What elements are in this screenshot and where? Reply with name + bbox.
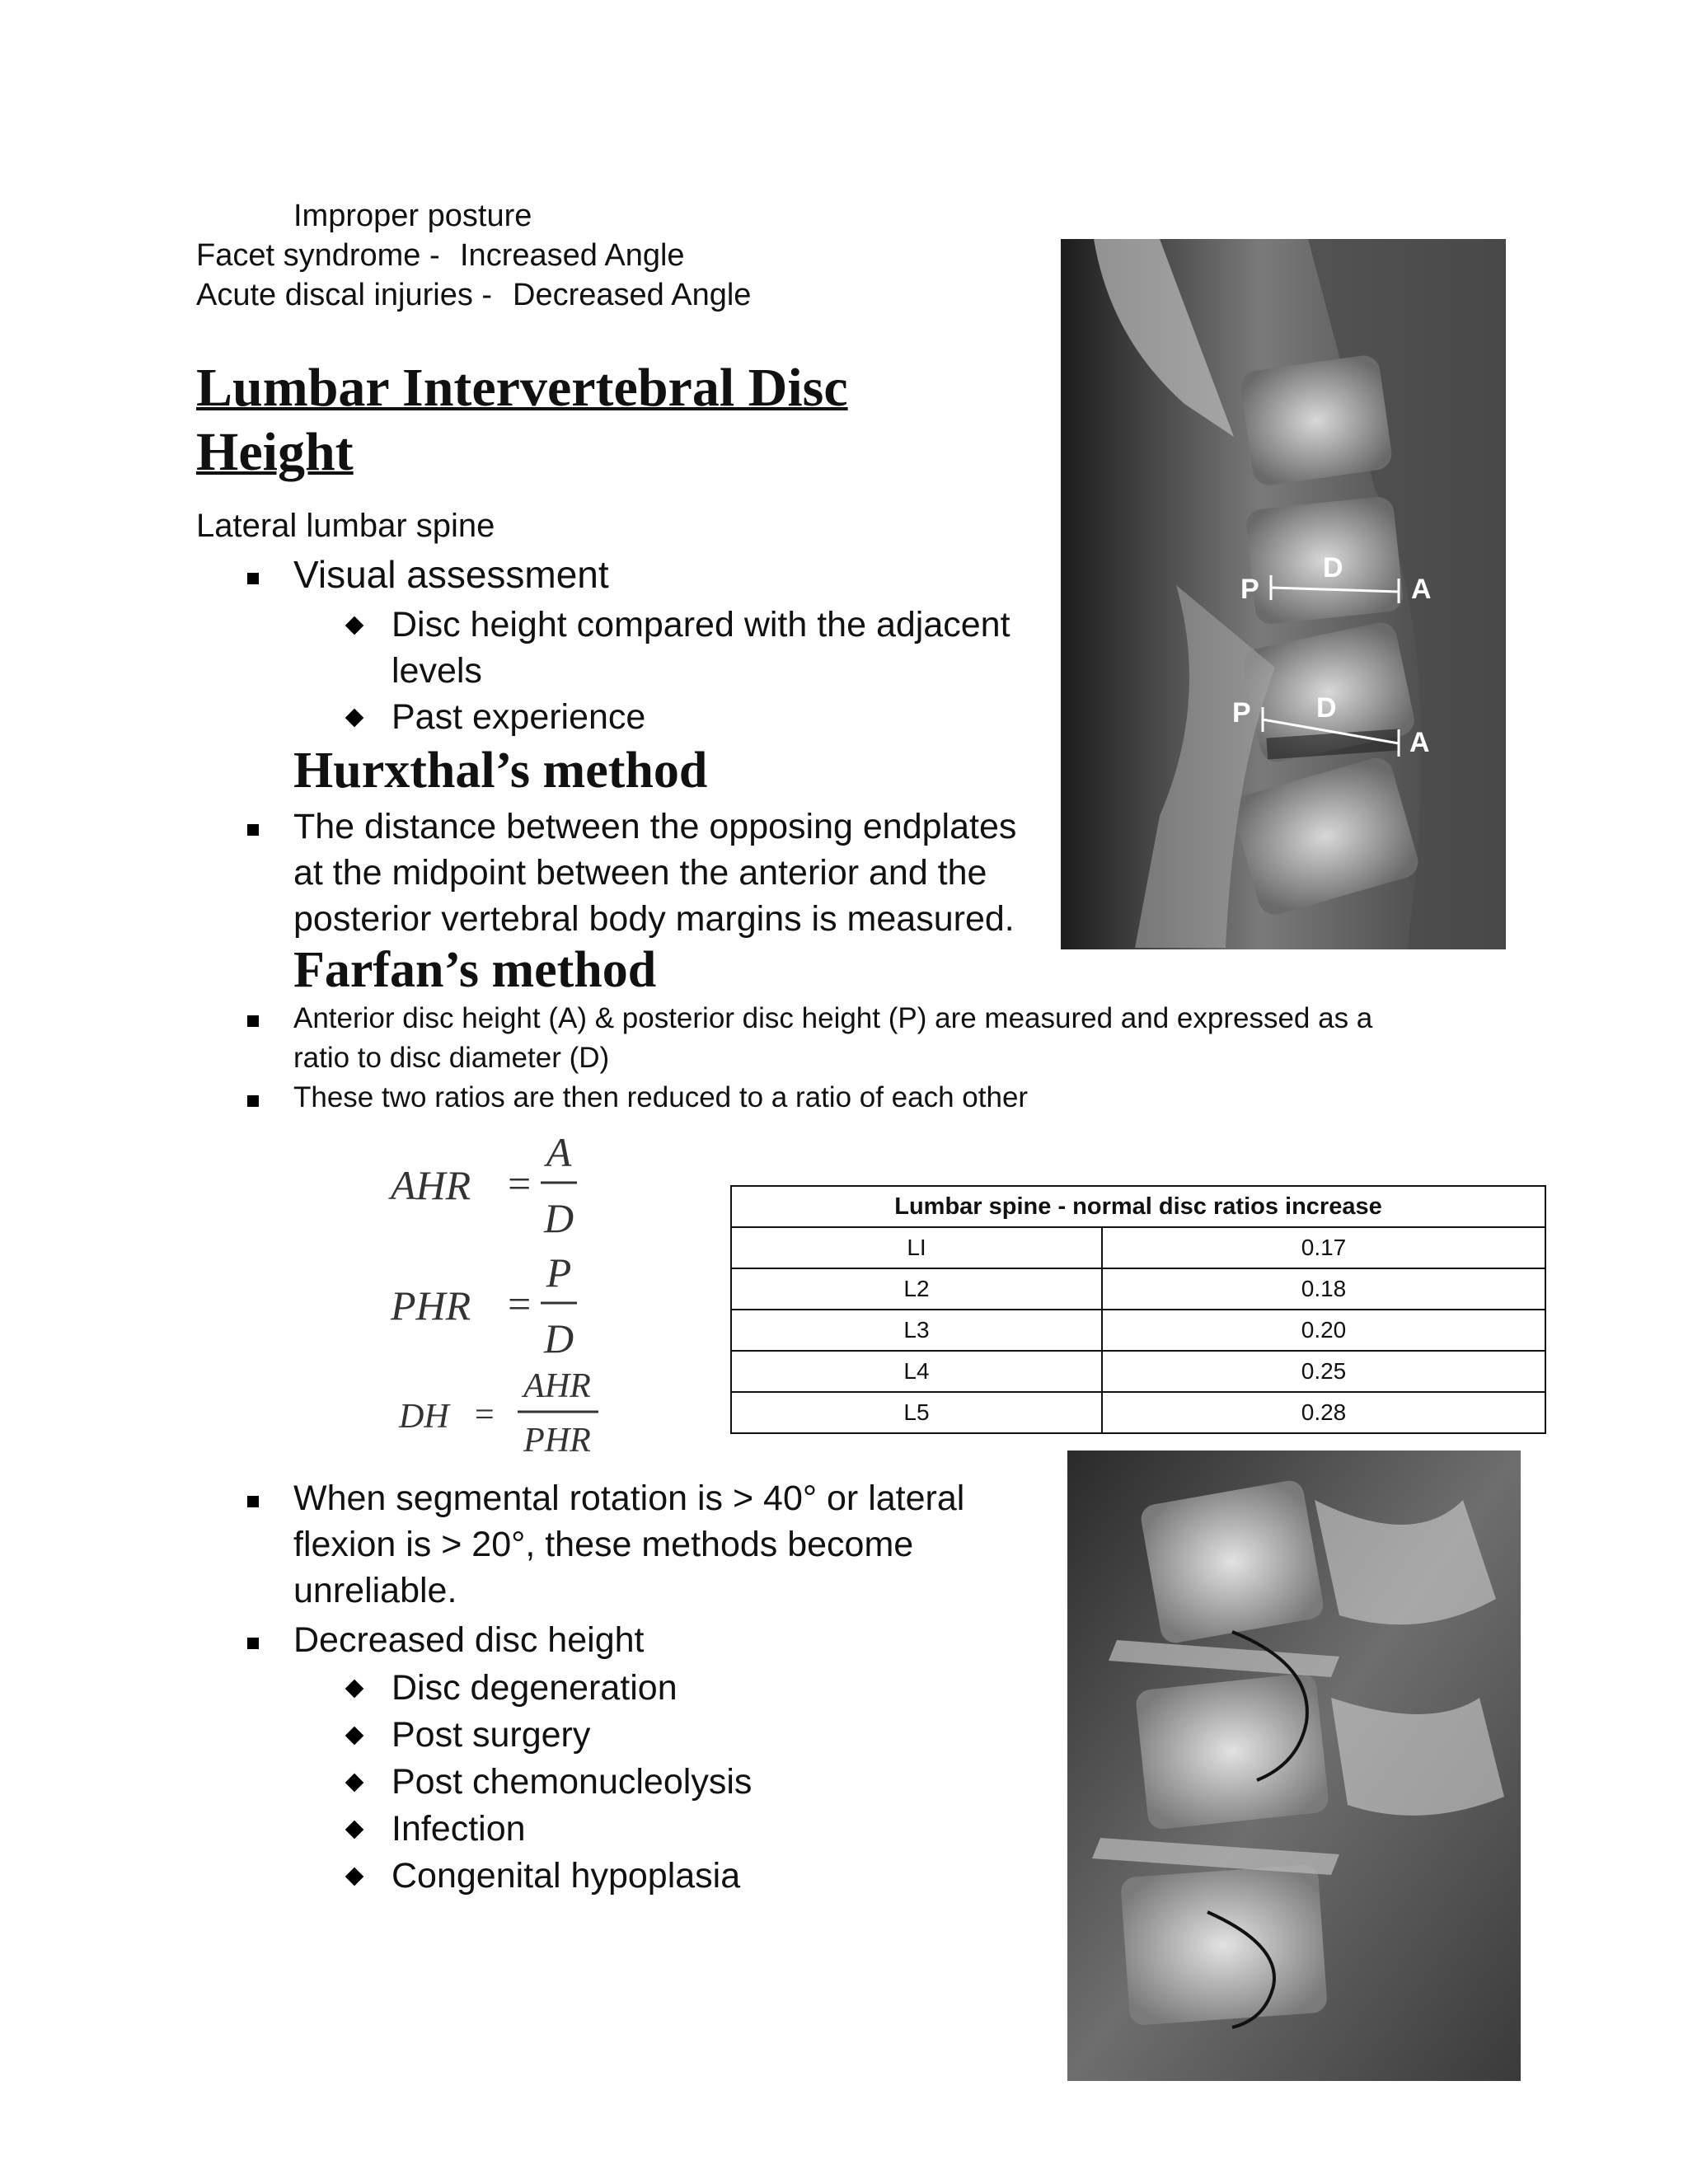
hurxthal-line-3: posterior vertebral body margins is measured. xyxy=(293,899,1015,939)
table-row xyxy=(731,1351,1545,1392)
table-cell-level: L2 xyxy=(731,1268,1102,1310)
lateral-lumbar-label: Lateral lumbar spine xyxy=(196,508,495,544)
xray1-label-p: P xyxy=(1240,574,1259,605)
lateral-xray-image xyxy=(1061,239,1506,949)
hurxthal-title: Hurxthal’s method xyxy=(293,743,708,799)
intro-line-2-label: Facet syndrome - xyxy=(196,238,440,273)
eq-ahr: AHR xyxy=(391,1162,471,1208)
bullet-diamond-icon xyxy=(345,1821,364,1840)
disc-ratio-table-wrap xyxy=(730,1185,1546,1434)
ratio-equations xyxy=(386,1125,600,1455)
eq-dh: DH xyxy=(399,1398,449,1436)
xray1-label-p2: P xyxy=(1232,697,1251,729)
decreased-item: Post surgery xyxy=(392,1715,591,1755)
bullet-diamond-icon xyxy=(345,1868,364,1886)
disc-ratio-table xyxy=(730,1185,1546,1434)
table-row xyxy=(731,1392,1545,1433)
intro-line-1: Improper posture xyxy=(293,199,532,233)
table-cell-ratio: 0.18 xyxy=(1102,1268,1545,1310)
farfan-title: Farfan’s method xyxy=(293,942,657,998)
farfan-bullet-2: These two ratios are then reduced to a ratio of each other xyxy=(293,1081,1029,1113)
table-cell-ratio: 0.20 xyxy=(1102,1310,1545,1351)
bullet-square-icon xyxy=(247,1638,259,1649)
eq-equals-2: = xyxy=(508,1281,532,1327)
farfan-bullet-1-line-2: ratio to disc diameter (D) xyxy=(293,1042,610,1074)
decreased-item: Disc degeneration xyxy=(392,1668,678,1708)
intro-line-3-value: Decreased Angle xyxy=(513,278,752,312)
bullet-diamond-icon xyxy=(345,709,364,728)
bullet-square-icon xyxy=(247,573,259,584)
bullet-square-icon xyxy=(247,1496,259,1507)
eq-equals-1: = xyxy=(508,1160,532,1207)
hurxthal-line-2: at the midpoint between the anterior and the xyxy=(293,853,987,893)
lateral-xray-drawing xyxy=(1061,239,1506,949)
decreased-item: Congenital hypoplasia xyxy=(392,1856,741,1896)
table-cell-ratio: 0.25 xyxy=(1102,1351,1545,1392)
xray1-label-d2: D xyxy=(1316,692,1337,724)
decreased-item: Infection xyxy=(392,1809,526,1849)
eq-numerator-p: P xyxy=(546,1249,572,1296)
xray1-label-a: A xyxy=(1411,574,1432,605)
visual-sub-1-line-1: Disc height compared with the adjacent xyxy=(392,605,1010,644)
eq-numerator-ahr: AHR xyxy=(523,1367,591,1405)
farfan-bullet-1-line-1: Anterior disc height (A) & posterior disc height (P) are measured and expressed as a xyxy=(293,1002,1373,1034)
intro-line-2-value: Increased Angle xyxy=(460,238,685,273)
decreased-item: Post chemonucleolysis xyxy=(392,1762,753,1802)
page-title-line-1: Lumbar Intervertebral Disc xyxy=(196,358,848,418)
visual-sub-2: Past experience xyxy=(392,697,646,737)
eq-numerator-a: A xyxy=(546,1129,572,1175)
table-cell-level: L5 xyxy=(731,1392,1102,1433)
equation-drawing xyxy=(386,1125,600,1455)
intro-line-3-label: Acute discal injuries - xyxy=(196,278,493,312)
eq-denominator-d2: D xyxy=(543,1315,574,1361)
bullet-square-icon xyxy=(247,1095,259,1107)
bullet-diamond-icon xyxy=(345,1727,364,1746)
bullet-square-icon xyxy=(247,824,259,836)
bullet-diamond-icon xyxy=(345,1774,364,1793)
xray1-label-d: D xyxy=(1323,552,1343,583)
eq-denominator-d1: D xyxy=(543,1195,574,1241)
rotation-line-3: unreliable. xyxy=(293,1571,457,1610)
table-header: Lumbar spine - normal disc ratios increase xyxy=(731,1186,1545,1227)
bullet-diamond-icon xyxy=(345,1680,364,1699)
table-cell-level: L3 xyxy=(731,1310,1102,1351)
table-cell-level: L4 xyxy=(731,1351,1102,1392)
xray1-label-a2: A xyxy=(1409,727,1430,758)
eq-equals-3: = xyxy=(475,1396,495,1434)
eq-phr: PHR xyxy=(391,1282,471,1329)
table-cell-level: LI xyxy=(731,1227,1102,1268)
decreased-disc-label: Decreased disc height xyxy=(293,1620,645,1660)
hurxthal-line-1: The distance between the opposing endplates xyxy=(293,807,1017,846)
bullet-square-icon xyxy=(247,1015,259,1027)
oblique-xray-drawing xyxy=(1067,1451,1521,2081)
eq-denominator-phr: PHR xyxy=(523,1422,591,1455)
table-cell-ratio: 0.28 xyxy=(1102,1392,1545,1433)
table-row xyxy=(731,1268,1545,1310)
bullet-diamond-icon xyxy=(345,616,364,635)
oblique-xray-image xyxy=(1067,1451,1521,2081)
rotation-line-1: When segmental rotation is > 40° or lateral xyxy=(293,1479,965,1518)
page-title xyxy=(196,356,848,485)
rotation-line-2: flexion is > 20°, these methods become xyxy=(293,1525,914,1564)
visual-assessment-label: Visual assessment xyxy=(293,553,609,596)
table-row xyxy=(731,1310,1545,1351)
table-row xyxy=(731,1227,1545,1268)
visual-sub-1-line-2: levels xyxy=(392,651,482,691)
page-title-line-2: Height xyxy=(196,422,354,482)
table-cell-ratio: 0.17 xyxy=(1102,1227,1545,1268)
